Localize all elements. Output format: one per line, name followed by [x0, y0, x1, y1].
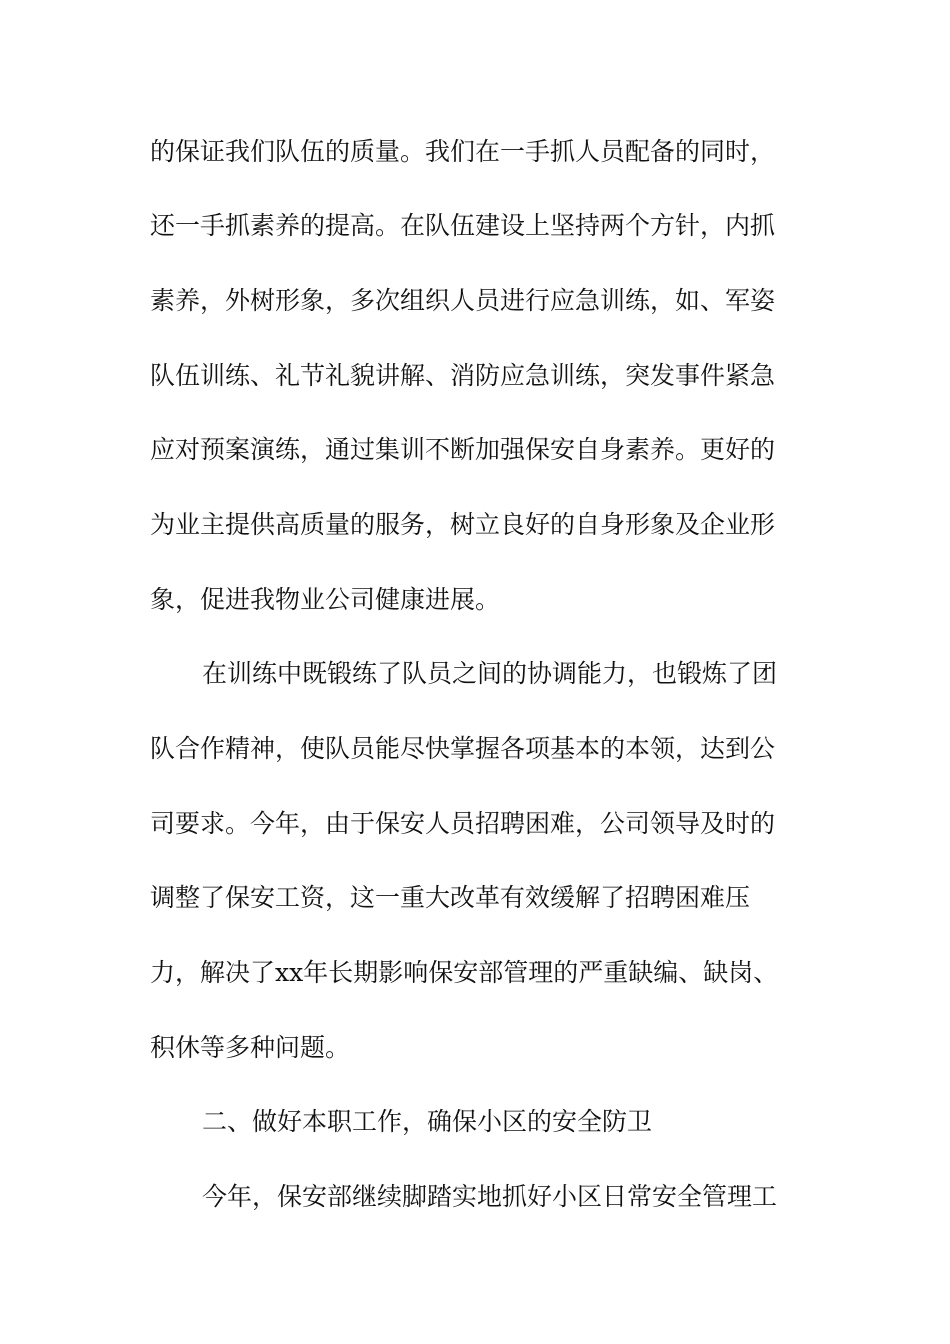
paragraph-line: 调整了保安工资，这一重大改革有效缓解了招聘困难压 — [150, 883, 751, 912]
paragraph-line: 的保证我们队伍的质量。我们在一手抓人员配备的同时， — [150, 137, 776, 166]
paragraph-line: 队合作精神，使队员能尽快掌握各项基本的本领，达到公 — [150, 734, 776, 763]
paragraph-line: 还一手抓素养的提高。在队伍建设上坚持两个方针，内抓 — [150, 211, 776, 240]
paragraph-line: 力，解决了xx年长期影响保安部管理的严重缺编、缺岗、 — [150, 958, 779, 987]
paragraph-line: 象，促进我物业公司健康进展。 — [150, 585, 501, 614]
paragraph-line: 今年，保安部继续脚踏实地抓好小区日常安全管理工 — [202, 1182, 778, 1211]
paragraph-line: 积休等多种问题。 — [150, 1033, 351, 1062]
paragraph-line: 素养，外树形象，多次组织人员进行应急训练，如、军姿 — [150, 286, 776, 315]
paragraph-line: 为业主提供高质量的服务，树立良好的自身形象及企业形 — [150, 510, 776, 539]
paragraph-line: 在训练中既锻练了队员之间的协调能力，也锻炼了团 — [202, 659, 778, 688]
paragraph-line: 应对预案演练，通过集训不断加强保安自身素养。更好的 — [150, 435, 776, 464]
paragraph-line: 司要求。今年，由于保安人员招聘困难，公司领导及时的 — [150, 809, 776, 838]
paragraph-line: 队伍训练、礼节礼貌讲解、消防应急训练，突发事件紧急 — [150, 361, 776, 390]
section-heading: 二、做好本职工作，确保小区的安全防卫 — [202, 1107, 653, 1136]
